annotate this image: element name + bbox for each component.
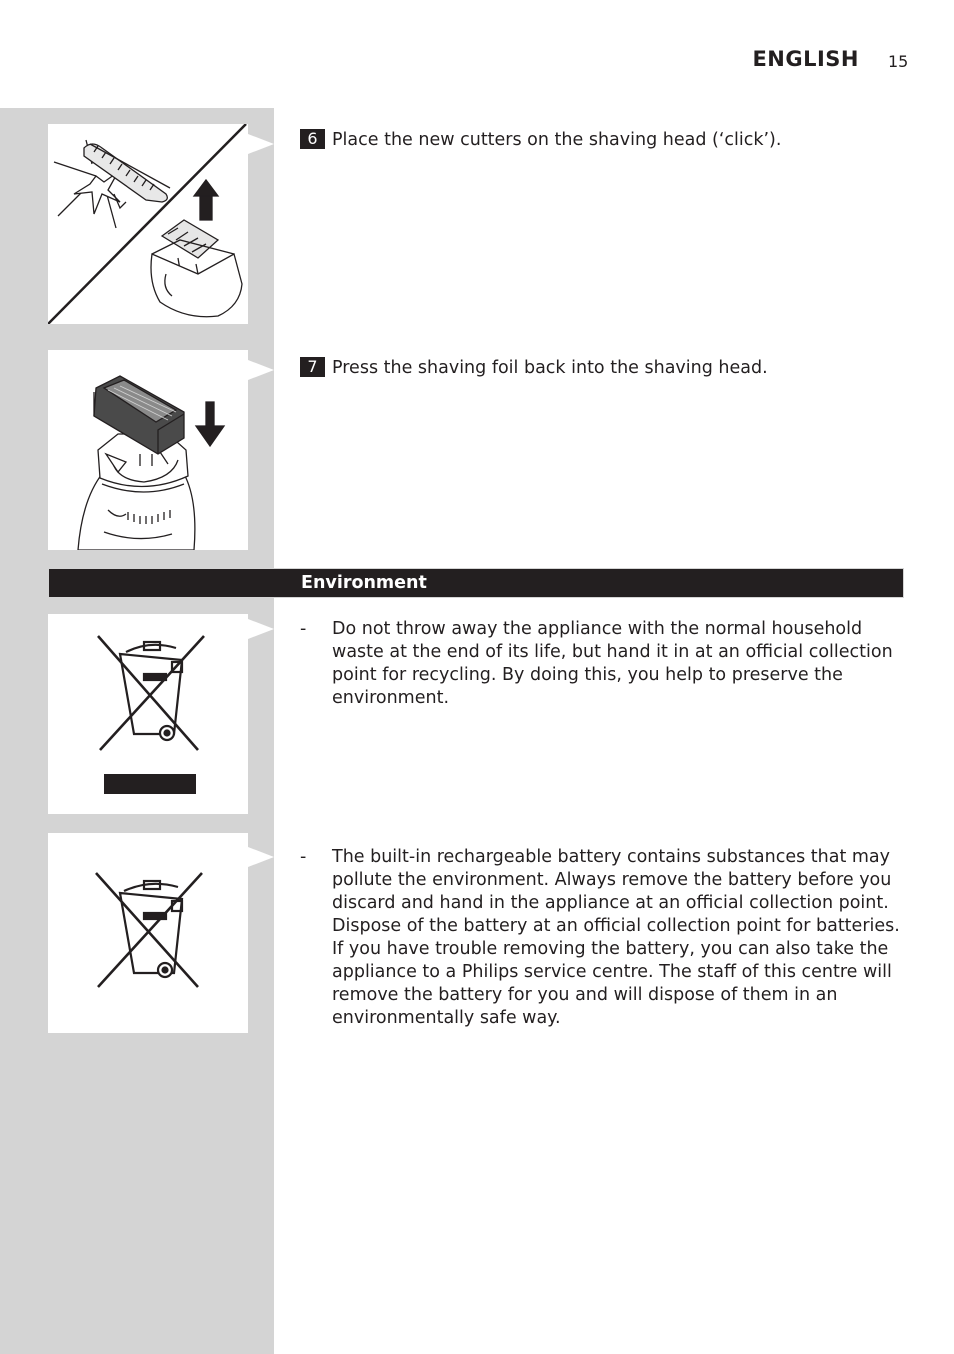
step-text: Press the shaving foil back into the shaving head. [332, 358, 768, 378]
section-title: Environment [301, 573, 427, 593]
section-header-environment [48, 568, 904, 598]
bullet-dash: - [300, 619, 307, 639]
bullet-text: Do not throw away the appliance with the normal household waste at the end of its life, but hand it in at an official collection point for recycling. By doing this, you help to preserve the environment. [332, 619, 893, 708]
panel-pointer [248, 847, 274, 867]
header-language: ENGLISH [752, 47, 859, 71]
bullet-item [300, 846, 900, 1030]
cutter-replacement-illustration [48, 124, 248, 324]
step-number-badge: 7 [300, 357, 325, 377]
foil-insertion-icon [48, 350, 248, 550]
foil-insertion-illustration [48, 350, 248, 550]
panel-pointer [248, 360, 274, 380]
step-number-badge: 6 [300, 129, 325, 149]
step-6 [300, 129, 781, 151]
bullet-text: The built-in rechargeable battery contains substances that may pollute the environment. Always remove the battery before you discard and hand in the appliance at an official collection point. Dispose of the battery at an official collection point for batteries. If you have trouble removing the battery, you can also take the appliance to a Philips service centre. The staff of this centre will remove the battery for you and will dispose of them in an environmentally safe way. [332, 847, 900, 1028]
step-7 [300, 357, 768, 379]
cutter-replacement-icon [48, 124, 248, 324]
weee-bin-icon [48, 614, 248, 814]
battery-bin-illustration [48, 833, 248, 1033]
battery-bin-icon [48, 833, 248, 1033]
page-number: 15 [888, 52, 909, 71]
weee-bin-illustration [48, 614, 248, 814]
solid-bar-icon [104, 774, 196, 794]
panel-pointer [248, 134, 274, 154]
step-text: Place the new cutters on the shaving head (‘click’). [332, 130, 782, 150]
panel-pointer [248, 619, 274, 639]
bullet-item [300, 618, 900, 710]
bullet-dash: - [300, 847, 307, 867]
